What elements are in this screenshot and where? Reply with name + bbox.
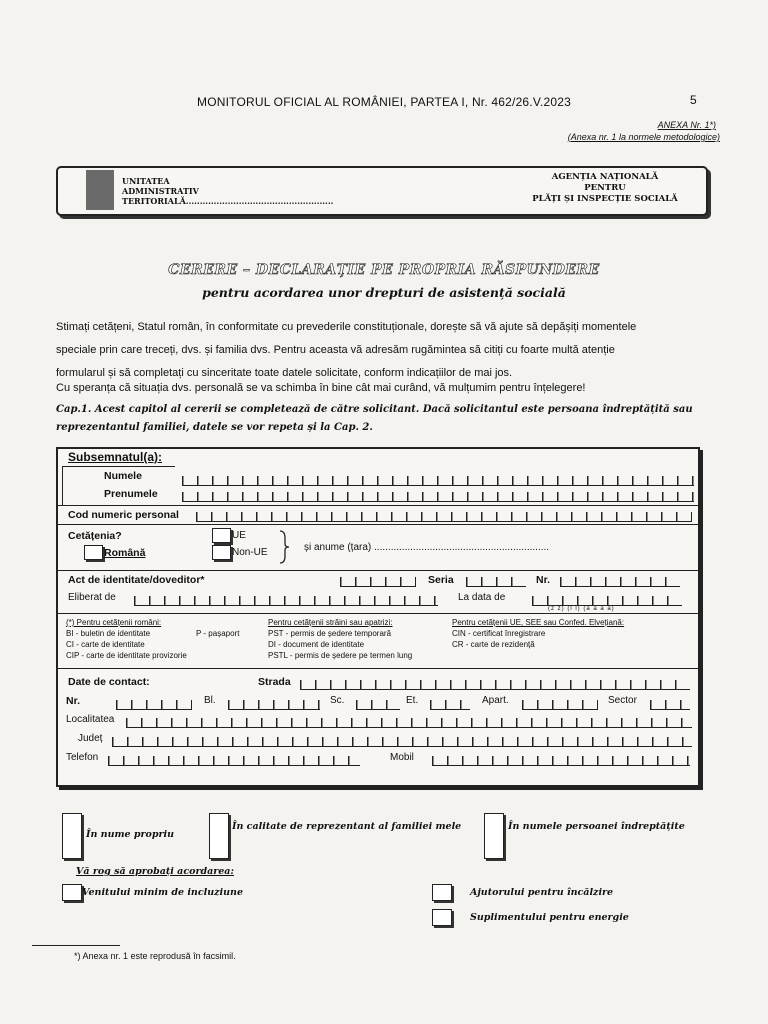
form-subtitle: pentru acordarea unor drepturi de asistență socială [202, 285, 566, 300]
divider [58, 524, 698, 525]
issue-date-label: La data de [458, 592, 506, 603]
series-field[interactable] [466, 577, 526, 587]
non-ue-label: Non-UE [232, 547, 268, 558]
divider [58, 668, 698, 669]
locality-label: Localitatea [66, 714, 115, 725]
request-title: Vă rog să aprobați acordarea: [76, 866, 234, 877]
energy-supplement-checkbox[interactable] [432, 909, 452, 926]
citizenship-label: Cetățenia? [68, 530, 122, 542]
footnote: *) Anexa nr. 1 este reprodusă în facsimil. [74, 951, 236, 961]
family-representative-label: În calitate de reprezentant al familiei mele [232, 821, 462, 832]
nume-label: Numele [104, 470, 142, 482]
ue-label: UE [232, 530, 246, 541]
prenume-label: Prenumele [104, 488, 158, 500]
family-representative-checkbox[interactable] [209, 813, 229, 859]
legend-passport: P - pașaport [196, 629, 240, 638]
id-number-field[interactable] [560, 577, 680, 587]
apartment-label: Apart. [482, 695, 509, 706]
block-field[interactable] [228, 700, 320, 710]
stair-field[interactable] [356, 700, 400, 710]
legend-romanian: (*) Pentru cetățenii români: BI - buletin de identitate CI - carte de identitate CIP - carte de identitate provizorie [66, 618, 187, 660]
series-label: Seria [428, 574, 454, 586]
issued-by-label: Eliberat de [68, 592, 116, 603]
legend-foreign: Pentru cetățenii străini sau apatrizi: PST - permis de ședere temporară DI - document de identitate PSTL - permis de ședere pe termen lung [268, 618, 413, 660]
prenume-field[interactable] [182, 492, 694, 502]
county-field[interactable] [112, 737, 692, 747]
footnote-rule [32, 945, 120, 946]
cnp-field[interactable] [196, 512, 692, 522]
journal-header: MONITORUL OFICIAL AL ROMÂNIEI, PARTEA I, Nr. 462/26.V.2023 [197, 95, 571, 109]
floor-field[interactable] [430, 700, 470, 710]
agency-label: AGENȚIA NAȚIONALĂ PENTRU PLĂȚI ȘI INSPECȚIE SOCIALĂ [532, 172, 678, 204]
address-number-field[interactable] [116, 700, 192, 710]
minimum-income-checkbox[interactable] [62, 884, 82, 901]
romana-checkbox[interactable] [84, 545, 103, 560]
own-name-checkbox[interactable] [62, 813, 82, 859]
divider [58, 505, 698, 506]
phone-label: Telefon [66, 752, 99, 763]
chapter-1-note: Cap.1. Acest capitol al cererii se completează de către solicitant. Dacă solicitantul este persoana îndreptățită sau reprezentantul familiei, datele se vor repeta și la Cap. 2. [56, 404, 693, 433]
mobile-field[interactable] [432, 756, 690, 766]
brace-icon [278, 530, 290, 564]
ue-checkbox[interactable] [212, 528, 231, 543]
contact-label: Date de contact: [68, 676, 150, 688]
cnp-label: Cod numeric personal [68, 509, 179, 521]
heating-aid-checkbox[interactable] [432, 884, 452, 901]
county-label: Județ [78, 733, 103, 744]
romana-label: Română [104, 547, 146, 559]
form-title: CERERE – DECLARAȚIE PE PROPRIA RĂSPUNDERE [168, 262, 600, 278]
divider [58, 613, 698, 614]
id-number-label: Nr. [536, 574, 551, 586]
uat-label: UNITATEA ADMINISTRATIV TERITORIALĂ..................................................... [122, 176, 334, 206]
id-type-field[interactable] [340, 577, 416, 587]
annex-number: ANEXA Nr. 1*) [657, 120, 716, 130]
date-format-hint: (z z) (l l) (a a a a) [548, 606, 615, 612]
entitled-person-label: În numele persoanei îndreptățite [508, 821, 685, 832]
form-heading: Subsemnatul(a): [68, 450, 163, 464]
sector-label: Sector [608, 695, 637, 706]
intro-text: Stimați cetățeni, Statul român, în conformitate cu prevederile constituționale, dorește să vă ajute să depășiți momentele speciale prin care treceți, dvs. și familia dvs. Pentru aceasta vă adresăm rugămintea să citiți cu foarte multă atenție formularul și să completați cu sinceritate toate datele solicitate, conform indicațiilor de mai jos. Cu speranța că situația dvs. personală se va schimba în bine cât mai curând, vă mulțumim pentru înțelegere! [56, 321, 637, 394]
apartment-field[interactable] [522, 700, 598, 710]
street-field[interactable] [300, 680, 690, 690]
heating-aid-label: Ajutorului pentru încălzire [470, 887, 614, 898]
floor-label: Et. [406, 695, 419, 706]
country-field[interactable]: și anume (țara) ............................................................... [304, 542, 550, 553]
non-ue-checkbox[interactable] [212, 545, 231, 560]
locality-field[interactable] [126, 718, 692, 728]
issued-by-field[interactable] [134, 596, 438, 606]
annex-reference: (Anexa nr. 1 la normele metodologice) [567, 132, 720, 142]
street-label: Strada [258, 676, 291, 688]
legend-eu: Pentru cetățenii UE, SEE sau Confed. Elvețiană: CIN - certificat înregistrare CR - carte de rezidență [452, 618, 625, 649]
sector-field[interactable] [650, 700, 690, 710]
mobile-label: Mobil [390, 752, 414, 763]
address-number-label: Nr. [66, 695, 81, 707]
stair-label: Sc. [330, 695, 345, 706]
own-name-label: În nume propriu [86, 829, 175, 840]
entitled-person-checkbox[interactable] [484, 813, 504, 859]
page-number: 5 [690, 93, 697, 107]
coat-of-arms-icon [86, 170, 114, 210]
energy-supplement-label: Suplimentului pentru energie [470, 912, 629, 923]
id-document-label: Act de identitate/doveditor* [68, 574, 205, 586]
block-label: Bl. [204, 695, 216, 706]
divider [58, 570, 698, 571]
nume-field[interactable] [182, 476, 694, 486]
phone-field[interactable] [108, 756, 360, 766]
minimum-income-label: Venitului minim de incluziune [82, 887, 243, 898]
issue-date-field[interactable] [532, 596, 682, 606]
